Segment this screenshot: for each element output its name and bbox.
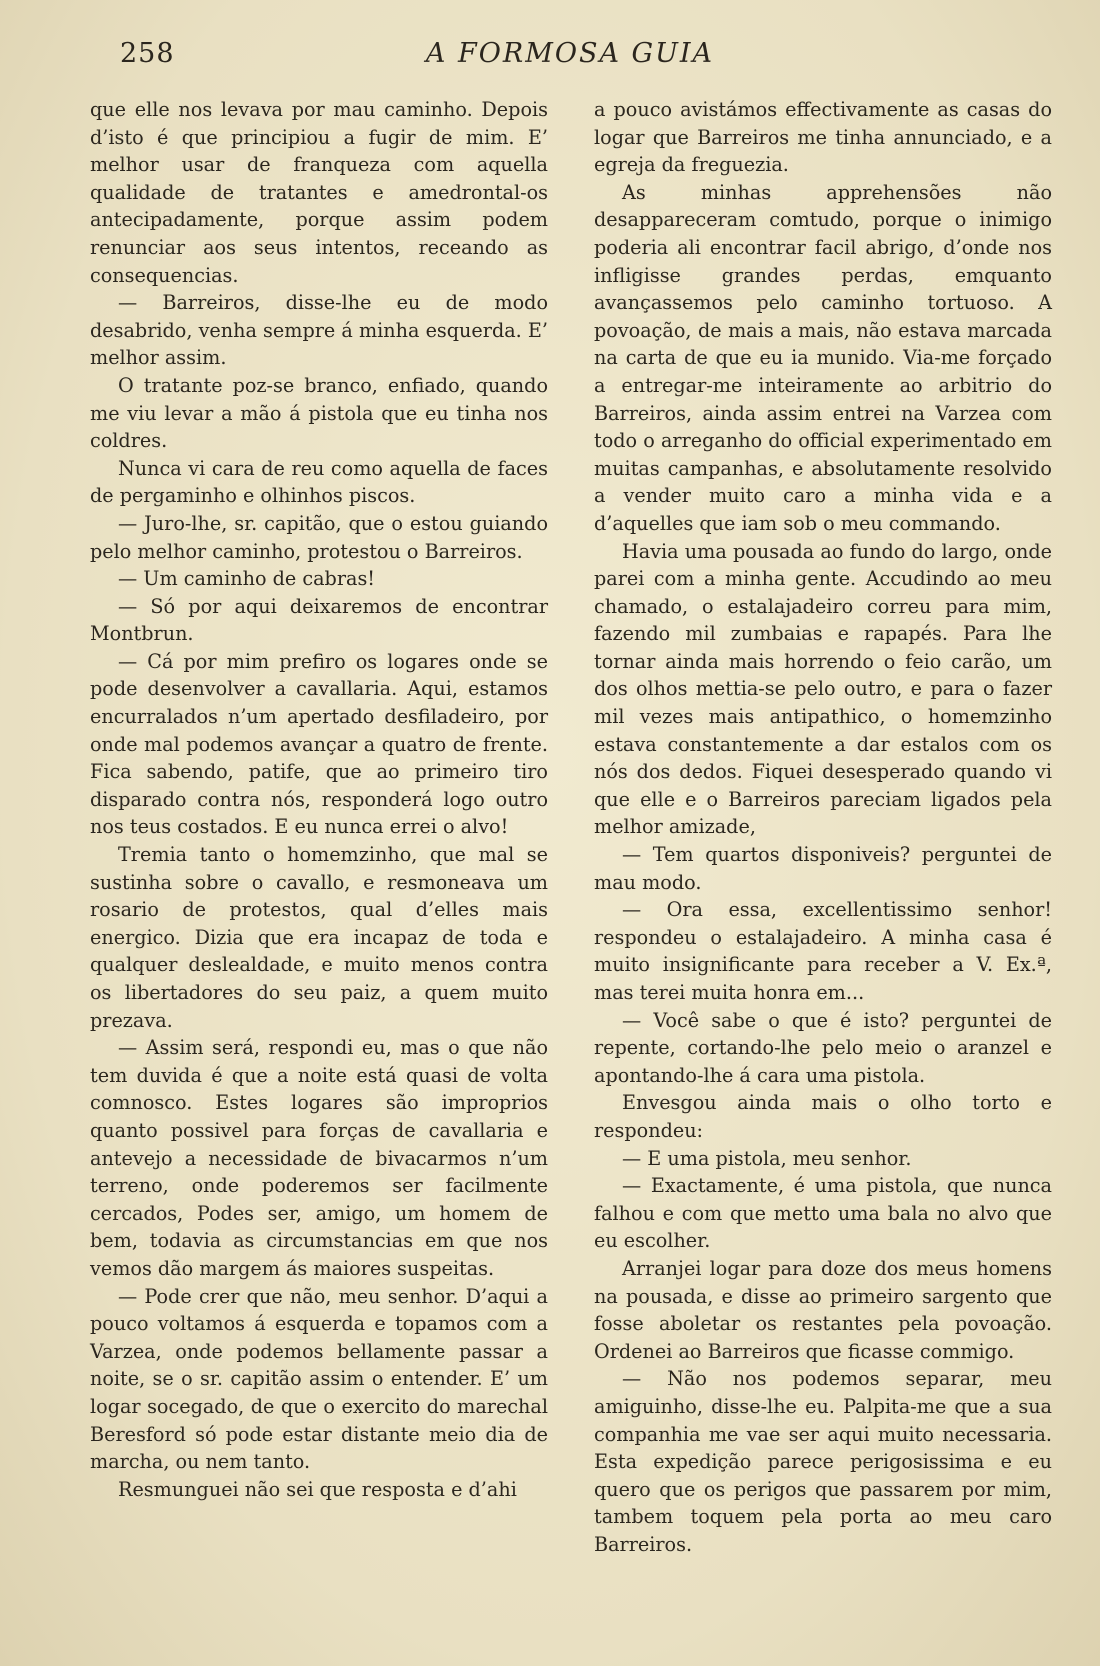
paragraph: — Você sabe o que é isto? perguntei de repente, cortando-lhe pelo meio o aranzel e apontando-lhe á cara uma pistola.: [594, 1008, 1052, 1087]
paragraph: — Cá por mim prefiro os logares onde se pode desenvolver a cavallaria. Aqui, estamos encurralados n’um apertado desfiladeiro, por onde mal podemos avançar a quatro de frente. Fica sabendo, patife, que ao primeiro tiro disparado contra nós, responderá logo outro nos teus costados. E eu nunca errei o alvo!: [90, 649, 548, 839]
paragraph: — Tem quartos disponiveis? perguntei de mau modo.: [594, 843, 1052, 894]
paragraph: — Juro-lhe, sr. capitão, que o estou guiando pelo melhor caminho, protestou o Barreiros.: [90, 511, 548, 563]
paragraph: que elle nos levava por mau caminho. Depois d’isto é que principiou a fugir de mim. E’ melhor usar de franqueza com aquella qualidade de tratantes e amedrontal-os antecipadamente, porque assim podem renunciar aos seus intentos, receando as consequencias.: [90, 98, 548, 287]
paragraph: — Só por aqui deixaremos de encontrar Montbrun.: [90, 594, 548, 646]
paragraph: — Não nos podemos separar, meu amiguinho, disse-lhe eu. Palpita-me que a sua companhia me vae ser aqui muito necessaria. Esta expedição parece perigosissima e eu quero que os perigos que passarem por mim, tambem toquem pela porta ao meu caro Barreiros.: [594, 1367, 1052, 1556]
paragraph: Arranjei logar para doze dos meus homens na pousada, e disse ao primeiro sargento que fosse aboletar os restantes pela povoação. Ordenei ao Barreiros que ficasse commigo.: [594, 1256, 1052, 1363]
paragraph: Nunca vi cara de reu como aquella de faces de pergaminho e olhinhos piscos.: [90, 456, 548, 508]
paragraph: — Barreiros, disse-lhe eu de modo desabrido, venha sempre á minha esquerda. E’ melhor assim.: [90, 291, 548, 370]
paragraph: As minhas apprehensões não desappareceram comtudo, porque o inimigo poderia ali encontrar facil abrigo, d’onde nos infligisse grandes perdas, emquanto avançassemos pelo caminho tortuoso. A povoação, de mais a mais, não estava marcada na carta de que eu ia munido. Via-me forçado a entregar-me inteiramente ao arbitrio do Barreiros, ainda assim entrei na Varzea com todo o arreganho do official experimentado em muitas campanhas, e absolutamente resolvido a vender muito caro a minha vida e a d’aquelles que iam sob o meu commando.: [594, 180, 1052, 535]
paragraph: O tratante poz-se branco, enfiado, quando me viu levar a mão á pistola que eu tinha nos coldres.: [90, 373, 548, 453]
text-column-right: [594, 96, 1052, 1558]
paragraph: — E uma pistola, meu senhor.: [622, 1146, 912, 1170]
paragraph: Havia uma pousada ao fundo do largo, onde parei com a minha gente. Accudindo ao meu chamado, o estalajadeiro correu para mim, fazendo mil zumbaias e rapapés. Para lhe tornar ainda mais horrendo o feio carão, um dos olhos mettia-se pelo outro, e para o fazer mil vezes mais antipathico, o homemzinho estava constantemente a dar estalos com os nós dos dedos. Fiquei desesperado quando vi que elle e o Barreiros pareciam ligados pela melhor amizade,: [594, 539, 1052, 839]
page-number: 258: [120, 38, 175, 69]
paragraph: — Pode crer que não, meu senhor. D’aqui a pouco voltamos á esquerda e topamos com a Varzea, onde podemos bellamente passar a noite, se o sr. capitão assim o entender. E’ um logar socegado, de que o exercito do marechal Beresford só pode estar distante meio dia de marcha, ou nem tanto.: [90, 1284, 548, 1474]
paragraph: — Um caminho de cabras!: [118, 567, 376, 591]
paragraph: — Assim será, respondi eu, mas o que não tem duvida é que a noite está quasi de volta comnosco. Estes logares são improprios quanto possivel para forças de cavallaria e antevejo a necessidade de bivacarmos n’um terreno, onde poderemos ser facilmente cercados, Podes ser, amigo, um homem de bem, todavia as circumstancias em que nos vemos dão margem ás maiores suspeitas.: [90, 1036, 548, 1280]
page-header: [90, 34, 1010, 78]
paragraph: — Ora essa, excellentissimo senhor! respondeu o estalajadeiro. A minha casa é muito insignificante para receber a V. Ex.ª, mas terei muita honra em...: [594, 898, 1052, 1004]
text-column-left: [90, 96, 548, 1503]
paragraph: a pouco avistámos effectivamente as casas do logar que Barreiros me tinha annunciado, e a egreja da freguezia.: [594, 98, 1052, 177]
paragraph: Resmunguei não sei que resposta e d’ahi: [118, 1477, 517, 1501]
paragraph: — Exactamente, é uma pistola, que nunca falhou e com que metto uma bala no alvo que eu escolher.: [594, 1174, 1052, 1253]
paragraph: Tremia tanto o homemzinho, que mal se sustinha sobre o cavallo, e resmoneava um rosario de protestos, qual d’elles mais energico. Dizia que era incapaz de toda e qualquer deslealdade, e muito menos contra os libertadores do seu paiz, a quem muito prezava.: [90, 843, 548, 1032]
running-title: A FORMOSA GUIA: [425, 38, 715, 69]
paragraph: Envesgou ainda mais o olho torto e respondeu:: [594, 1091, 1052, 1142]
